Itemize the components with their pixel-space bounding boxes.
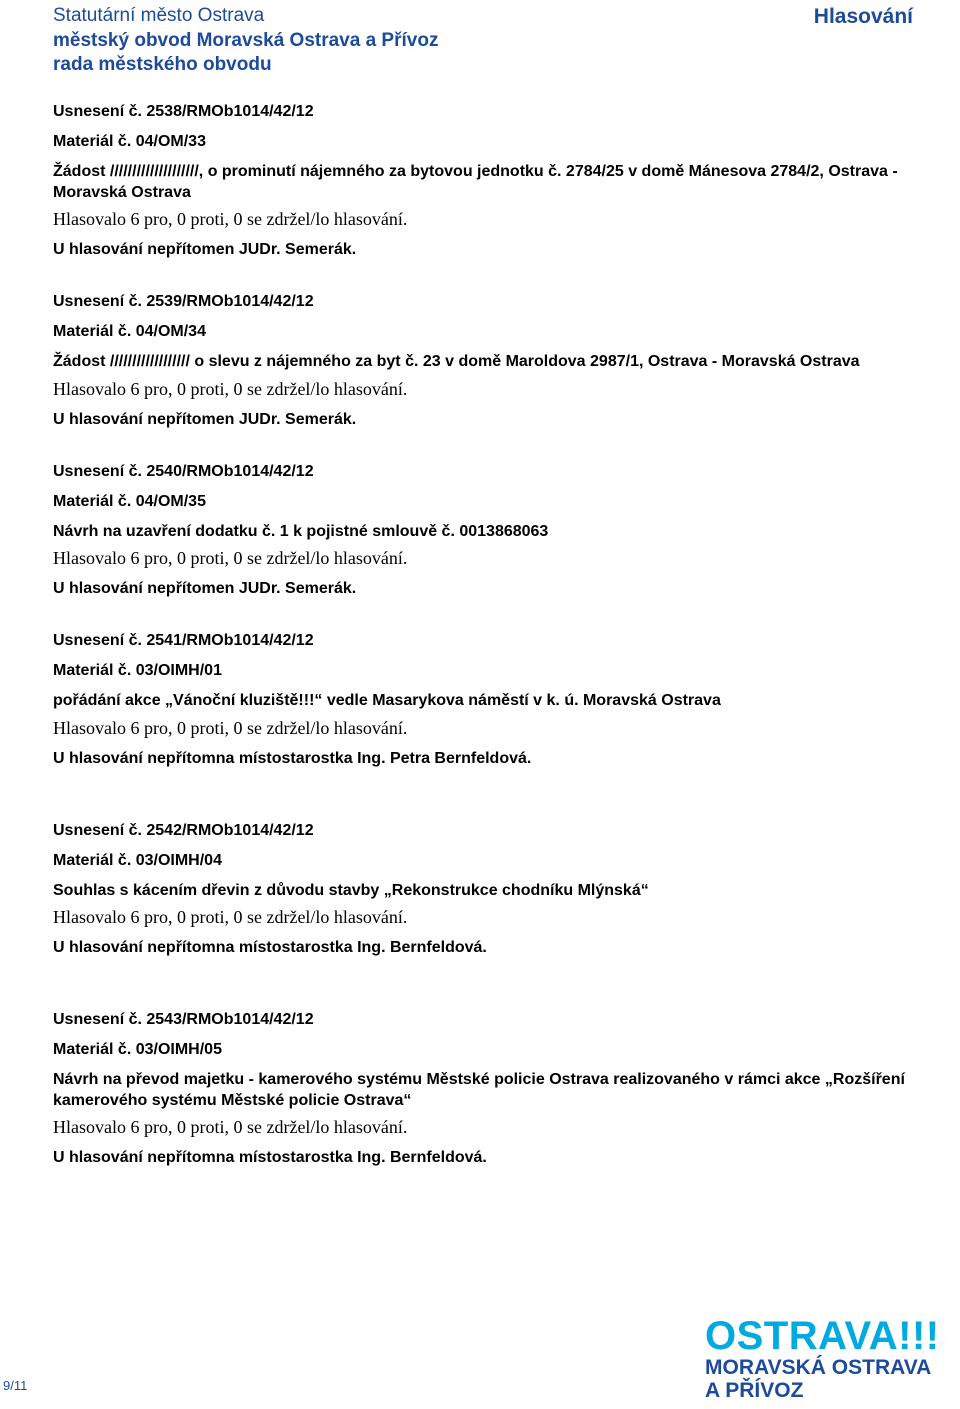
absent-note: U hlasování nepřítomen JUDr. Semerák. <box>53 410 357 428</box>
resolution-item <box>53 462 913 600</box>
vote-result: Hlasovalo 6 pro, 0 proti, 0 se zdržel/lo hlasování. <box>53 717 408 738</box>
page-number: 9/11 <box>3 1378 28 1393</box>
material-number: Materiál č. 04/OM/34 <box>53 323 206 340</box>
logo-subtitle-line2: A PŘÍVOZ <box>705 1379 804 1402</box>
material-number: Materiál č. 04/OM/35 <box>53 492 206 510</box>
page-header <box>53 4 913 78</box>
resolution-number: Usnesení č. 2541/RMOb1014/42/12 <box>53 632 314 649</box>
material-number: Materiál č. 03/OIMH/05 <box>53 1041 222 1058</box>
resolution-title: Návrh na uzavření dodatku č. 1 k pojistné smlouvě č. 0013868063 <box>53 522 549 540</box>
resolution-title: Souhlas s kácením dřevin z důvodu stavby „Rekonstrukce chodníku Mlýnská“ <box>53 881 649 899</box>
resolution-title: Žádost ////////////////////, o prominutí nájemného za bytovou jednotku č. 2784/25 v domě Mánesova 2784/2, Ostrava - Moravská Ostrava <box>53 163 898 201</box>
vote-result: Hlasovalo 6 pro, 0 proti, 0 se zdržel/lo hlasování. <box>53 378 408 399</box>
logo-wordmark: OSTRAVA!!! <box>705 1314 940 1358</box>
vote-result: Hlasovalo 6 pro, 0 proti, 0 se zdržel/lo hlasování. <box>53 209 408 229</box>
header-council: rada městského obvodu <box>53 54 272 75</box>
material-number: Materiál č. 04/OM/33 <box>53 133 206 150</box>
absent-note: U hlasování nepřítomen JUDr. Semerák. <box>53 241 357 258</box>
absent-note: U hlasování nepřítomna místostarostka Ing. Bernfeldová. <box>53 939 487 956</box>
resolution-item <box>53 1010 913 1168</box>
resolution-item <box>53 102 913 260</box>
resolution-number: Usnesení č. 2540/RMOb1014/42/12 <box>53 462 314 480</box>
material-number: Materiál č. 03/OIMH/04 <box>53 851 222 869</box>
resolution-title: pořádání akce „Vánoční kluziště!!!“ vedle Masarykova náměstí v k. ú. Moravská Ostrava <box>53 692 721 709</box>
header-section-title: Hlasování <box>813 5 913 28</box>
resolution-title: Žádost ////////////////// o slevu z nájemného za byt č. 23 v domě Maroldova 2987/1, Ostrava - Moravská Ostrava <box>53 353 860 370</box>
resolution-item <box>53 292 913 430</box>
material-number: Materiál č. 03/OIMH/01 <box>53 662 222 679</box>
resolution-title: Návrh na převod majetku - kamerového systému Městské policie Ostrava realizovaného v rámci akce „Rozšíření kamerového systému Městské policie Ostrava“ <box>53 1071 905 1109</box>
resolution-item <box>53 821 913 959</box>
absent-note: U hlasování nepřítomna místostarostka Ing. Petra Bernfeldová. <box>53 749 532 767</box>
logo-subtitle-line1: MORAVSKÁ OSTRAVA <box>705 1356 932 1379</box>
vote-result: Hlasovalo 6 pro, 0 proti, 0 se zdržel/lo hlasování. <box>53 907 408 927</box>
resolutions-list <box>53 102 913 1180</box>
header-city: Statutární město Ostrava <box>53 5 265 26</box>
absent-note: U hlasování nepřítomna místostarostka Ing. Bernfeldová. <box>53 1149 487 1166</box>
header-district: městský obvod Moravská Ostrava a Přívoz <box>53 29 439 51</box>
resolution-number: Usnesení č. 2543/RMOb1014/42/12 <box>53 1011 314 1028</box>
absent-note: U hlasování nepřítomen JUDr. Semerák. <box>53 580 357 597</box>
vote-result: Hlasovalo 6 pro, 0 proti, 0 se zdržel/lo hlasování. <box>53 1117 408 1137</box>
resolution-number: Usnesení č. 2542/RMOb1014/42/12 <box>53 821 314 839</box>
ostrava-logo <box>705 1316 960 1402</box>
resolution-number: Usnesení č. 2538/RMOb1014/42/12 <box>53 103 314 120</box>
vote-result: Hlasovalo 6 pro, 0 proti, 0 se zdržel/lo hlasování. <box>53 548 408 568</box>
resolution-item <box>53 631 913 769</box>
resolution-number: Usnesení č. 2539/RMOb1014/42/12 <box>53 293 314 310</box>
